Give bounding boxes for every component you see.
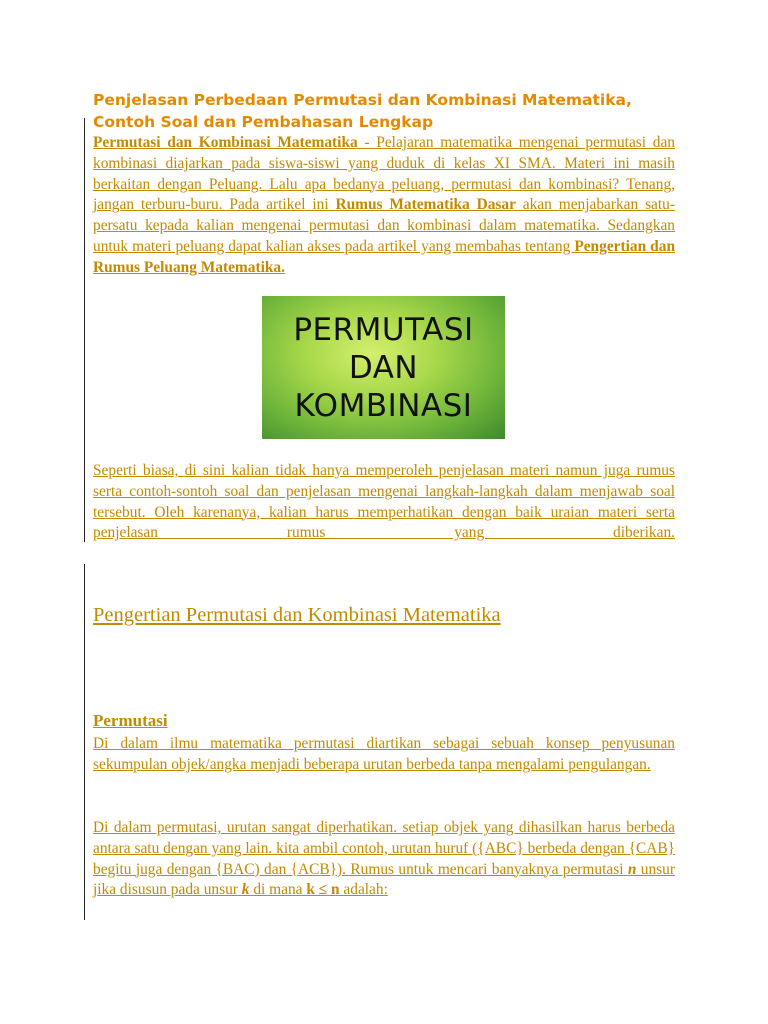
banner-line-3: KOMBINASI [294, 387, 473, 424]
intro-text-2: akan menjabarkan satu-persatu kepada kalian mengenai permutasi dan kombinasi dalam matematika. Sedangkan untuk materi peluang dapat kalian akses pada artikel yang membahas tentang [93, 196, 675, 255]
permutasi-definition-paragraph: Di dalam ilmu matematika permutasi diartikan sebagai sebuah konsep penyusunan sekumpulan objek/angka menjadi beberapa urutan berbeda tanpa mengalami pengulangan. [93, 735, 675, 773]
permutasi-kombinasi-banner-image [262, 296, 505, 439]
section-heading: Pengertian Permutasi dan Kombinasi Matematika [93, 604, 501, 626]
link-pengertian-rumus-peluang[interactable]: Pengertian dan Rumus Peluang Matematika. [93, 237, 675, 276]
para4-text-1: Di dalam permutasi, urutan sangat diperhatikan. setiap objek yang dihasilkan harus berbeda antara satu dengan yang lain. kita ambil contoh, urutan huruf ({ABC} berbeda dengan {CAB} begitu juga dengan {BAC) dan {ACB}). Rumus untuk mencari banyaknya permutasi [93, 819, 675, 878]
banner-line-2: DAN [348, 349, 419, 386]
var-k: k [241, 881, 250, 899]
link-rumus-matematika-dasar[interactable]: Rumus Matematika Dasar [335, 196, 516, 214]
link-permutasi-kombinasi[interactable]: Permutasi dan Kombinasi Matematika [93, 134, 358, 151]
para4-text-2: unsur jika disusun pada unsur [93, 860, 675, 899]
intro-text-1: - Pelajaran matematika mengenai permutasi dan kombinasi diajarkan pada siswa-siswi yang duduk di kelas XI SMA. Materi ini masih berkaitan dengan Peluang. Lalu apa bedanya peluang, permutasi dan kombinasi? Tenang, jangan terburu-buru. Pada artikel ini [93, 134, 675, 214]
var-n: n [627, 860, 637, 878]
permutasi-subheading: Permutasi [93, 711, 168, 730]
banner-line-1: PERMUTASI [293, 311, 474, 348]
permutasi-order-paragraph [93, 818, 675, 901]
article-title: Penjelasan Perbedaan Permutasi dan Kombinasi Matematika, Contoh Soal dan Pembahasan Lengkap [93, 91, 632, 131]
condition-k-le-n: k ≤ n [306, 881, 340, 899]
intro-paragraph [93, 133, 675, 279]
explanation-paragraph: Seperti biasa, di sini kalian tidak hanya memperoleh penjelasan materi namun juga rumus serta contoh-sontoh soal dan penjelasan mengenai langkah-langkah dalam menjawab soal tersebut. Oleh karenanya, kalian harus memperhatikan dengan baik uraian materi serta penjelasan rumus yang diberikan. [93, 462, 675, 542]
para4-text-4: adalah: [339, 881, 388, 899]
para4-text-3: di mana [249, 881, 307, 899]
left-margin-bar-top [84, 118, 85, 542]
left-margin-bar-bottom [84, 564, 85, 920]
